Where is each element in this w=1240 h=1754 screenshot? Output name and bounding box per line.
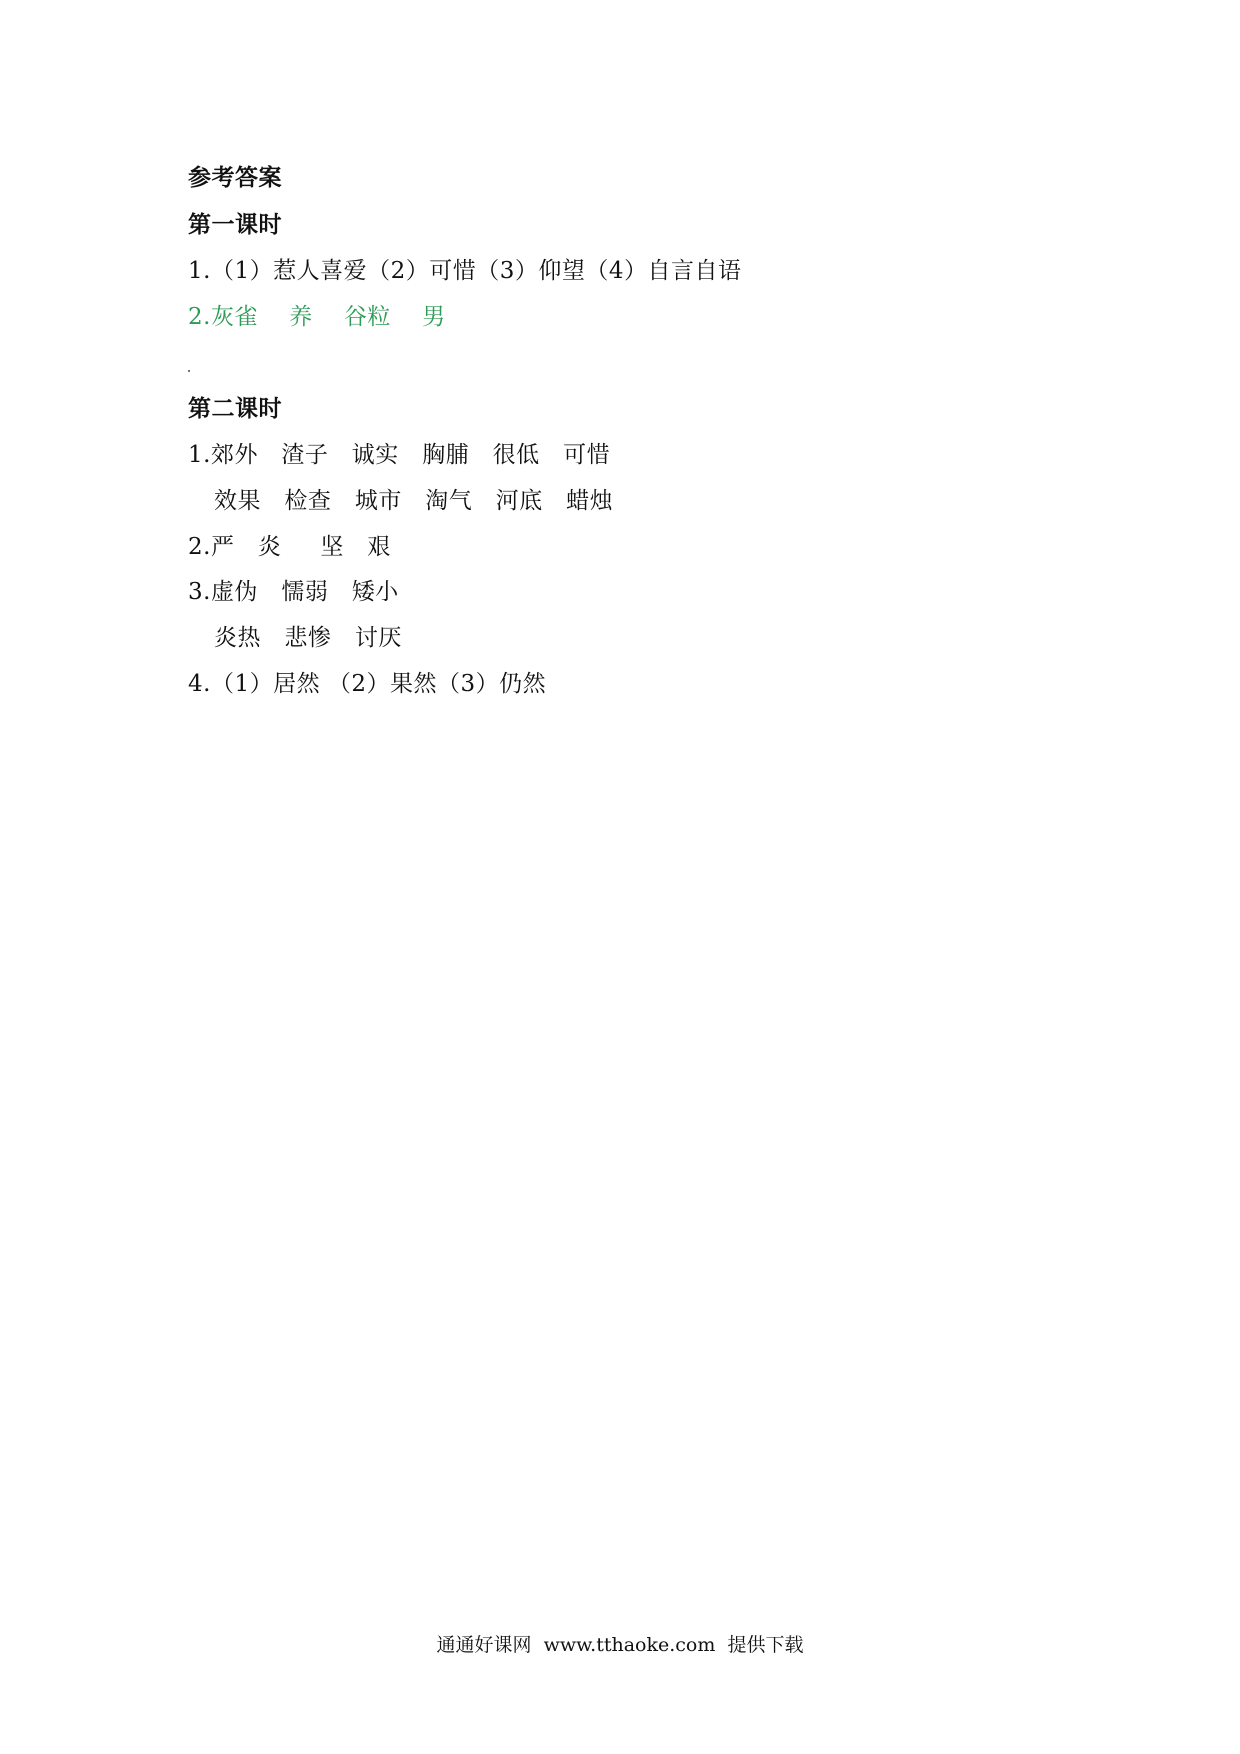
lesson-1-answer-1: 1.（1）惹人喜爱（2）可惜（3）仰望（4）自言自语 — [188, 258, 742, 284]
document-title: 参考答案 — [188, 165, 282, 191]
stray-mark — [188, 370, 190, 372]
lesson-2-answer-3-line-2: 炎热 悲惨 讨厌 — [214, 625, 402, 651]
lesson-1-heading: 第一课时 — [188, 212, 282, 238]
lesson-2-heading: 第二课时 — [188, 396, 282, 422]
lesson-2-answer-1-line-1: 1.郊外 渣子 诚实 胸脯 很低 可惜 — [188, 442, 611, 468]
page-footer: 通通好课网 www.tthaoke.com 提供下载 — [436, 1634, 804, 1656]
lesson-2-answer-4: 4.（1）居然 （2）果然（3）仍然 — [188, 671, 547, 697]
lesson-2-answer-3-line-1: 3.虚伪 懦弱 矮小 — [188, 579, 399, 605]
lesson-2-answer-2: 2.严 炎 坚 艰 — [188, 534, 391, 560]
lesson-2-answer-1-line-2: 效果 检查 城市 淘气 河底 蜡烛 — [214, 488, 614, 514]
lesson-1-answer-2: 2.灰雀 养 谷粒 男 — [188, 304, 446, 330]
